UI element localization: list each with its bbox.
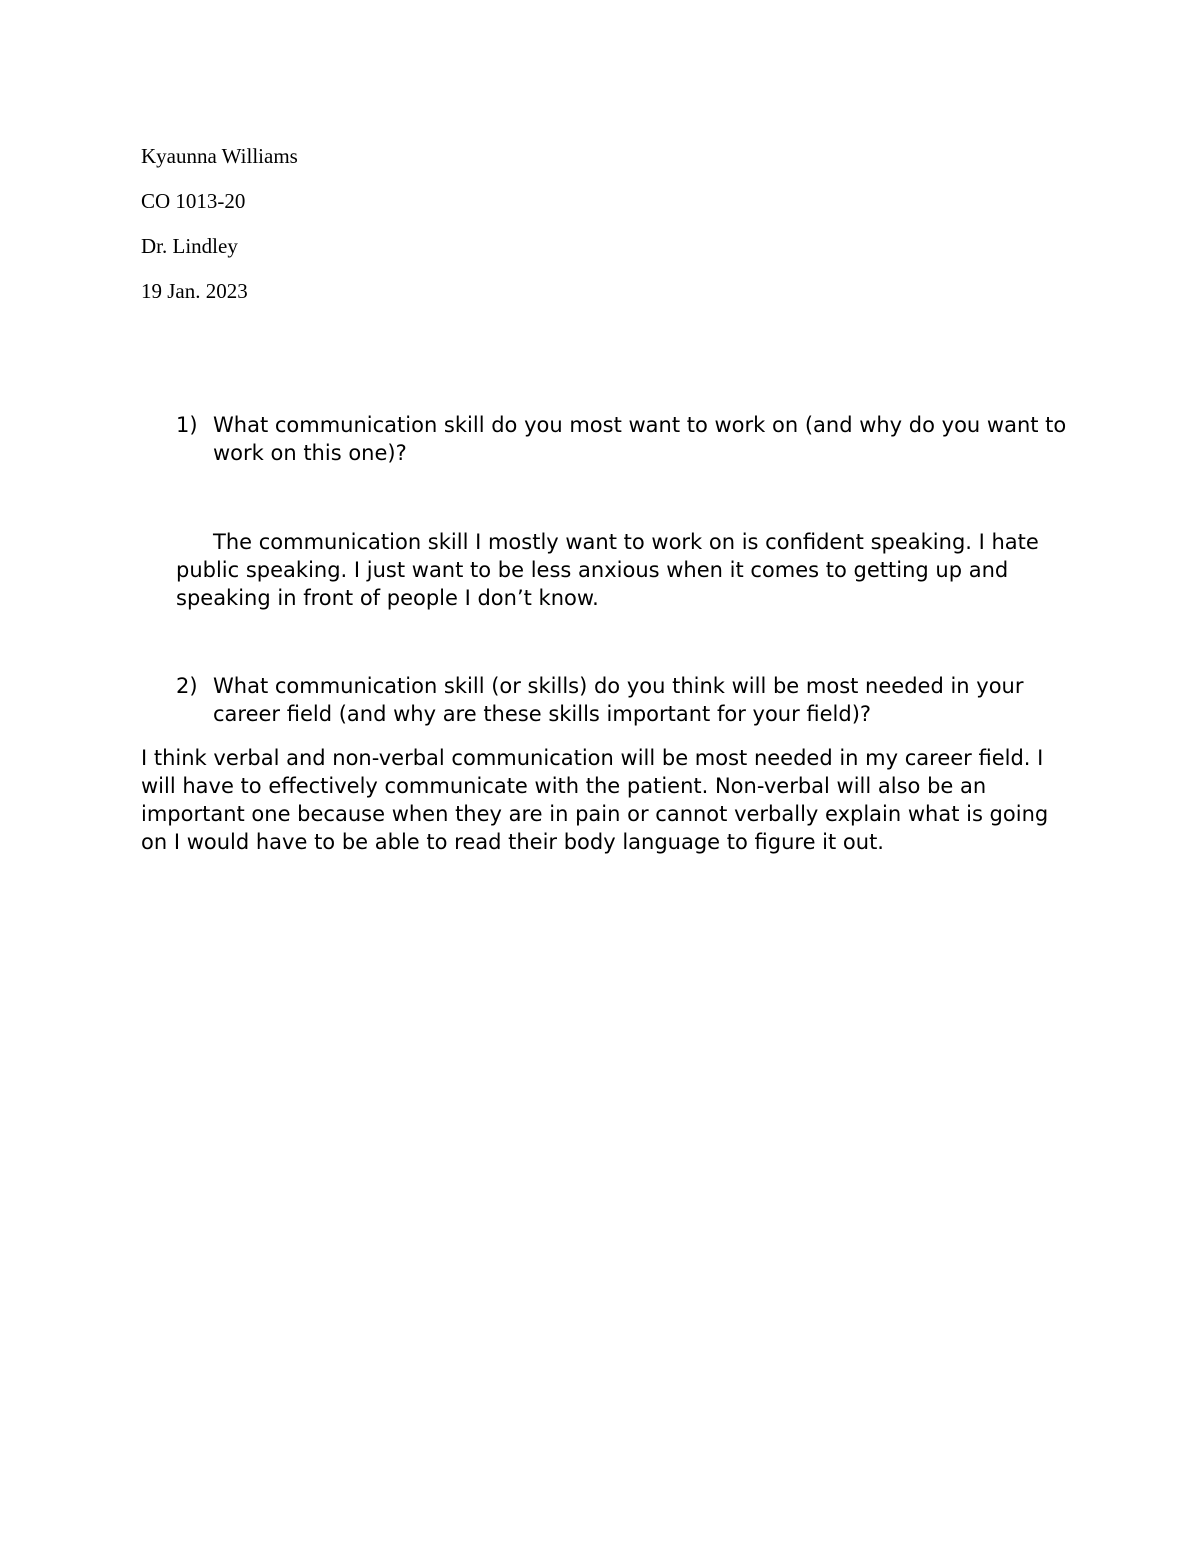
question-2 <box>176 672 1076 728</box>
submission-date: 19 Jan. 2023 <box>141 279 248 303</box>
question-1-text: What communication skill do you most want to work on (and why do you want to work on this one)? <box>213 413 1067 465</box>
answer-2: I think verbal and non-verbal communication will be most needed in my career field. I will have to effectively communicate with the patient. Non-verbal will also be an important one because when they are in pain or cannot verbally explain what is going on I would have to be able to read their body language to figure it out. <box>141 746 1049 854</box>
question-1 <box>176 411 1076 467</box>
instructor-name: Dr. Lindley <box>141 234 238 258</box>
student-name: Kyaunna Williams <box>141 144 298 168</box>
question-1-number: 1) <box>176 413 198 437</box>
question-2-number: 2) <box>176 674 198 698</box>
course-code: CO 1013-20 <box>141 189 246 213</box>
question-2-text: What communication skill (or skills) do you think will be most needed in your career field (and why are these skills important for your field)? <box>213 674 1024 726</box>
answer-1: The communication skill I mostly want to work on is confident speaking. I hate public speaking. I just want to be less anxious when it comes to getting up and speaking in front of people I don’t know. <box>176 530 1039 610</box>
